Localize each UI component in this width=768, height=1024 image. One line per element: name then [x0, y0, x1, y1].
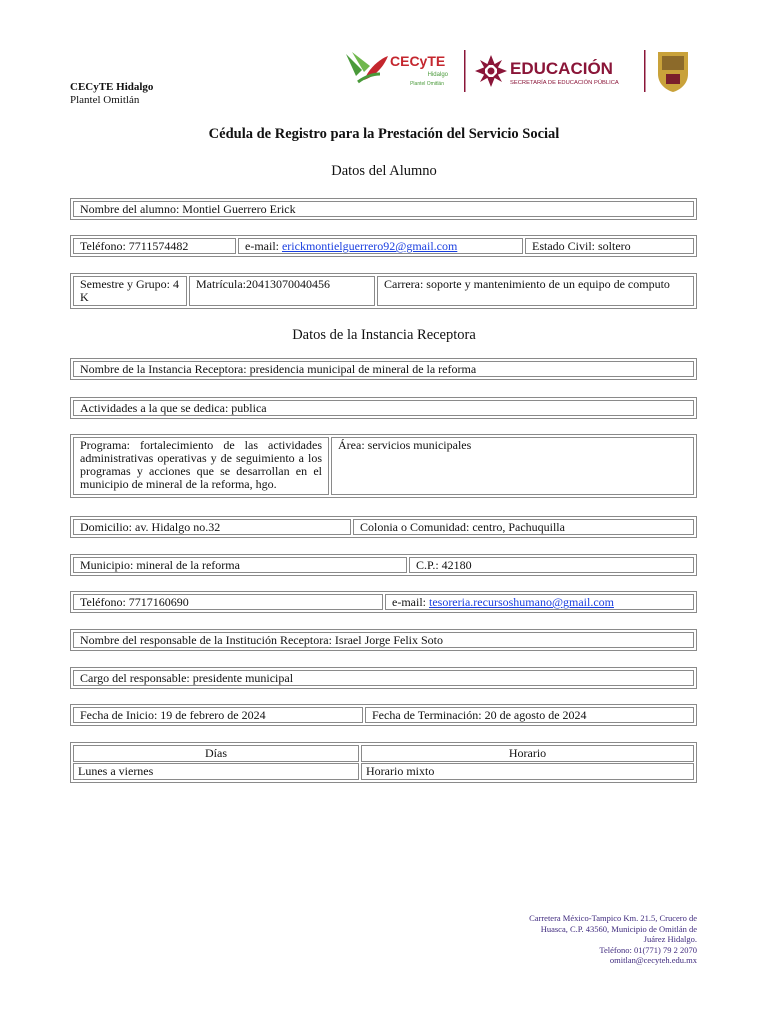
student-semester-group: Semestre y Grupo: 4 K	[73, 276, 187, 306]
student-email-cell	[238, 238, 523, 254]
receiver-name: Nombre de la Instancia Receptora: presidencia municipal de mineral de la reforma	[73, 361, 694, 377]
schedule-header-row	[73, 745, 694, 762]
receiver-name-row	[70, 358, 697, 380]
receiver-address: Domicilio: av. Hidalgo no.32	[73, 519, 351, 535]
receiver-phone: Teléfono: 7717160690	[73, 594, 383, 610]
receiver-responsible: Nombre del responsable de la Institución Receptora: Israel Jorge Felix Soto	[73, 632, 694, 648]
footer-line-2: Huasca, C.P. 43560, Municipio de Omitlán de	[540, 923, 697, 934]
institution-name: CECyTE Hidalgo	[70, 81, 154, 93]
student-name: Nombre del alumno: Montiel Guerrero Erick	[73, 201, 694, 217]
header-logos	[344, 46, 704, 96]
student-phone: Teléfono: 7711574482	[73, 238, 236, 254]
footer-address	[470, 913, 697, 966]
schedule-days-value: Lunes a viernes	[73, 763, 359, 780]
receiver-email-link[interactable]: tesoreria.recursoshumano@gmail.com	[428, 595, 614, 609]
student-academic-row	[70, 273, 697, 309]
receiver-activities: Actividades a la que se dedica: publica	[73, 400, 694, 416]
footer-line-5: omitlan@cecyteh.edu.mx	[609, 955, 697, 966]
cecyte-sub2: Plantel Omitlán	[410, 81, 444, 87]
receiver-email-cell	[385, 594, 694, 610]
student-contact-row	[70, 235, 697, 257]
receiver-email-label: e-mail:	[392, 595, 429, 609]
campus-name: Plantel Omitlán	[70, 94, 140, 106]
receiver-activities-row	[70, 397, 697, 419]
receiver-area: Área: servicios municipales	[331, 437, 694, 495]
receiver-program-row	[70, 434, 697, 498]
receiver-section-title: Datos de la Instancia Receptora	[292, 327, 476, 343]
receiver-responsible-role: Cargo del responsable: presidente municipal	[73, 670, 694, 686]
schedule-table	[70, 742, 697, 783]
end-date: Fecha de Terminación: 20 de agosto de 2024	[365, 707, 694, 723]
student-name-row	[70, 198, 697, 220]
receiver-zip: C.P.: 42180	[409, 557, 694, 573]
receiver-colony: Colonia o Comunidad: centro, Pachuquilla	[353, 519, 694, 535]
student-section-title: Datos del Alumno	[331, 163, 437, 179]
receiver-program: Programa: fortalecimiento de las actividades administrativas operativas y de seguimiento a los programas y acciones que se desarrollan en el municipio de mineral de la reforma, hgo.	[73, 437, 329, 495]
receiver-municipality: Municipio: mineral de la reforma	[73, 557, 407, 573]
receiver-role-row	[70, 667, 697, 689]
cecyte-sub1: Hidalgo	[427, 72, 448, 78]
receiver-dates-row	[70, 704, 697, 726]
schedule-header-hours: Horario	[361, 745, 694, 762]
receiver-responsible-row	[70, 629, 697, 651]
schedule-header-days: Días	[73, 745, 359, 762]
cecyte-logo-icon	[346, 52, 388, 82]
start-date: Fecha de Inicio: 19 de febrero de 2024	[73, 707, 363, 723]
sep-title: EDUCACIÓN	[510, 59, 613, 78]
footer-line-3: Juárez Hidalgo.	[643, 934, 697, 945]
student-civil-status: Estado Civil: soltero	[525, 238, 694, 254]
document-title: Cédula de Registro para la Prestación del Servicio Social	[208, 126, 560, 142]
sep-subtitle: SECRETARÍA DE EDUCACIÓN PÚBLICA	[510, 80, 619, 86]
sep-flower-icon	[475, 55, 507, 87]
receiver-municipality-row	[70, 554, 697, 576]
receiver-address-row	[70, 516, 697, 538]
student-email-label: e-mail:	[245, 239, 282, 253]
receiver-contact-row	[70, 591, 697, 613]
schedule-hours-value: Horario mixto	[361, 763, 694, 780]
hidalgo-coat-of-arms-icon	[658, 52, 688, 92]
table-row	[73, 763, 694, 780]
student-email-link[interactable]: erickmontielguerrero92@gmail.com	[281, 239, 458, 253]
footer-line-4: Teléfono: 01(771) 79 2 2070	[599, 944, 697, 955]
student-career: Carrera: soporte y mantenimiento de un equipo de computo	[377, 276, 694, 306]
student-enrollment: Matrícula:20413070040456	[189, 276, 375, 306]
cecyte-brand: CECyTE	[390, 53, 446, 69]
footer-line-1: Carretera México-Tampico Km. 21.5, Crucero de	[529, 913, 697, 923]
